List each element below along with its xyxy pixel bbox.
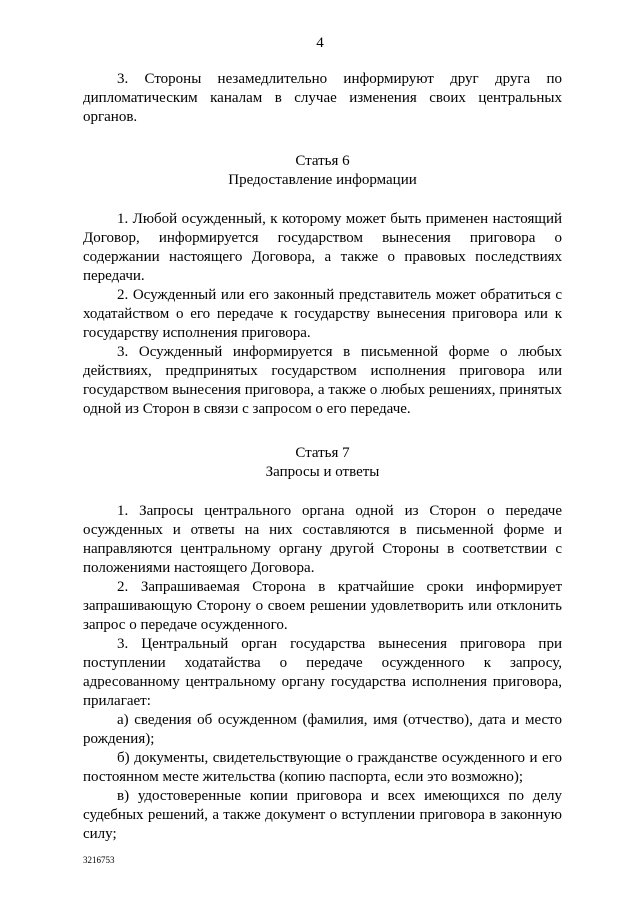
article-7-paragraph-1: 1. Запросы центрального органа одной из Сторон о передаче осужденных и ответы на них составляются в письменной форме и направляются центральному органу другой Стороны в соответствии с положениями настоящего Договора. bbox=[83, 503, 562, 576]
article-6-paragraph-3: 3. Осужденный информируется в письменной форме о любых действиях, предпринятых государством исполнения приговора или государством вынесения приговора, а также о любых решениях, принятых одной из Сторон в связи с запросом о его передаче. bbox=[83, 344, 562, 417]
page-number: 4 bbox=[316, 35, 324, 51]
article-6-number: Статья 6 bbox=[295, 153, 350, 169]
article-7-item-c: в) удостоверенные копии приговора и всех имеющихся по делу судебных решений, а также документ о вступлении приговора в законную силу; bbox=[83, 788, 562, 842]
article-7-item-a: а) сведения об осужденном (фамилия, имя (отчество), дата и место рождения); bbox=[83, 712, 562, 747]
article-5-paragraph-3: 3. Стороны незамедлительно информируют друг друга по дипломатическим каналам в случае изменения своих центральных органов. bbox=[83, 71, 562, 125]
article-7-paragraph-3: 3. Центральный орган государства вынесения приговора при поступлении ходатайства о передаче осужденного к запросу, адресованному центральному органу государства исполнения приговора, прилагает: bbox=[83, 636, 562, 709]
article-7-number: Статья 7 bbox=[295, 445, 350, 461]
footer-document-code: 3216753 bbox=[83, 855, 115, 865]
article-6-title: Предоставление информации bbox=[228, 172, 417, 188]
article-6-paragraph-2: 2. Осужденный или его законный представитель может обратиться с ходатайством о его передаче к государству вынесения приговора или к государству исполнения приговора. bbox=[83, 287, 562, 341]
article-7-item-b: б) документы, свидетельствующие о гражданстве осужденного и его постоянном месте жительства (копию паспорта, если это возможно); bbox=[83, 750, 562, 785]
article-7-title: Запросы и ответы bbox=[265, 464, 380, 480]
document-body bbox=[83, 70, 562, 844]
article-7-paragraph-2: 2. Запрашиваемая Сторона в кратчайшие сроки информирует запрашивающую Сторону о своем решении удовлетворить или отклонить запрос о передаче осужденного. bbox=[83, 579, 562, 633]
article-6-paragraph-1: 1. Любой осужденный, к которому может быть применен настоящий Договор, информируется государством вынесения приговора о содержании настоящего Договора, а также о правовых последствиях передачи. bbox=[83, 211, 562, 284]
